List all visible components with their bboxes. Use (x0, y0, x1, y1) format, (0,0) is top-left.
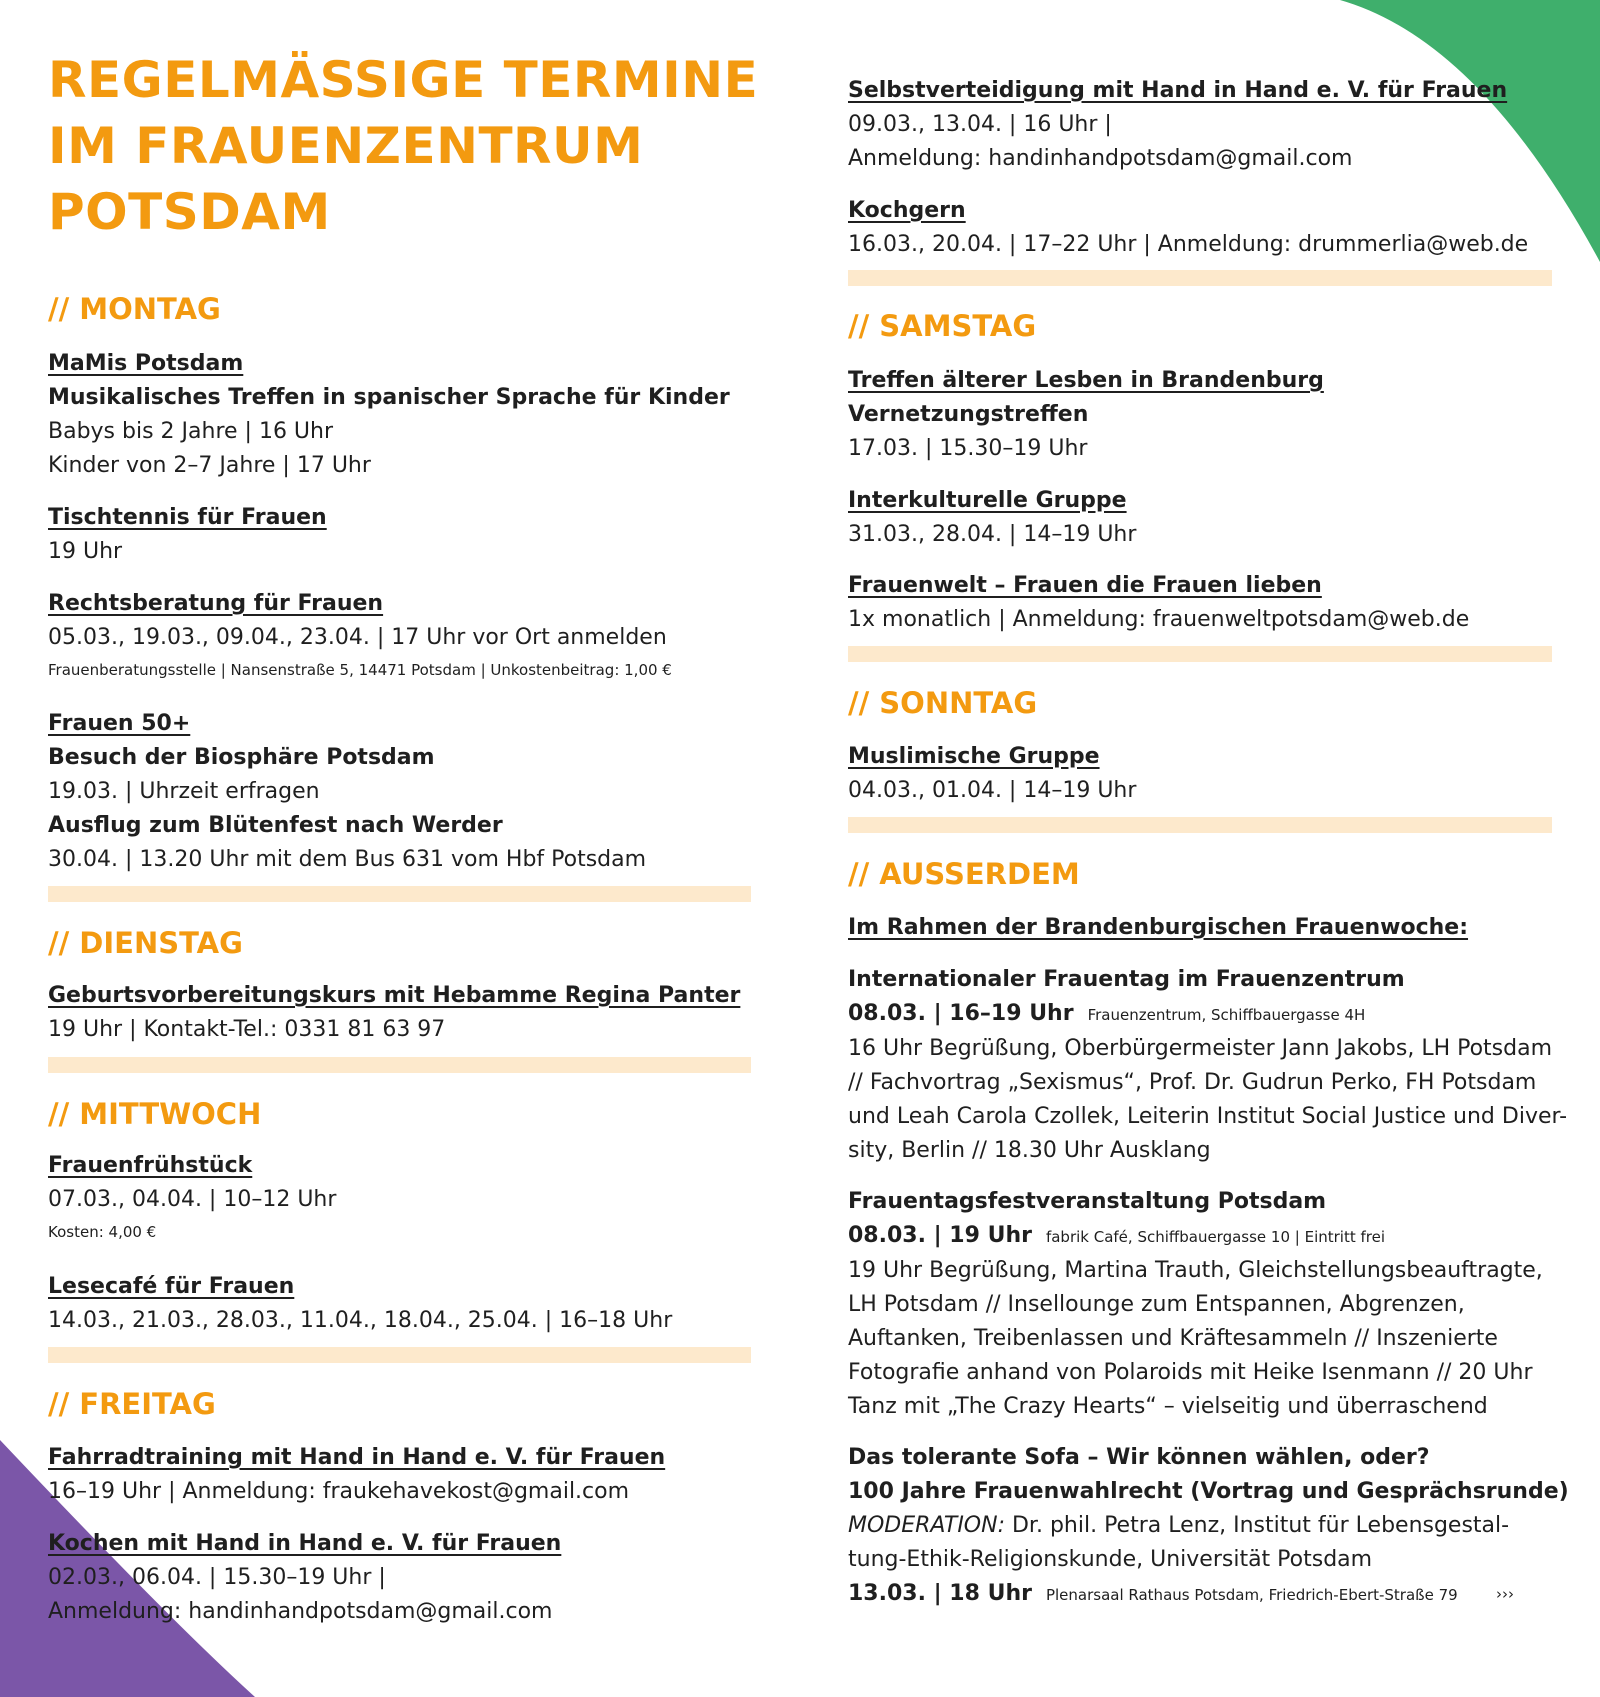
frauentag-text-3: und Leah Carola Czollek, Leiterin Institut Social Justice und Diver- (848, 1104, 1568, 1129)
kochgern-title: Kochgern (848, 198, 966, 223)
lesben-event (848, 364, 1552, 466)
rad-event (48, 1441, 751, 1509)
section-mittwoch (48, 1096, 751, 1132)
selbst-line-2: Anmeldung: handinhandpotsdam@gmail.com (848, 146, 1353, 171)
recht-event (48, 587, 751, 685)
dienstag-heading: // DIENSTAG (48, 926, 243, 960)
welt-line: 1x monatlich | Anmeldung: frauenweltpotsdam@web.de (848, 607, 1470, 632)
frauentag-title: Internationaler Frauentag im Frauenzentrum (848, 967, 1405, 992)
sofa-title-2: 100 Jahre Frauenwahlrecht (Vortrag und Gesprächsrunde) (848, 1479, 1569, 1504)
sofa-moderation-text: Dr. phil. Petra Lenz, Institut für Lebensgestal- (1005, 1513, 1510, 1538)
sofa-place: Plenarsaal Rathaus Potsdam, Friedrich-Ebert-Straße 79 (1045, 1586, 1458, 1604)
mittwoch-heading: // MITTWOCH (48, 1097, 262, 1131)
frauen50-event (48, 707, 751, 877)
sofa-date: 13.03. | 18 Uhr (848, 1581, 1032, 1606)
selbst-event (848, 74, 1552, 176)
mamis-title: MaMis Potsdam (48, 351, 244, 376)
fest-place: fabrik Café, Schiffbauergasse 10 | Eintritt frei (1045, 1228, 1386, 1246)
welt-title: Frauenwelt – Frauen die Frauen lieben (848, 573, 1322, 598)
frauentag-text-4: sity, Berlin // 18.30 Uhr Ausklang (848, 1138, 1211, 1163)
frauentag-place: Frauenzentrum, Schiffbauergasse 4H (1087, 1006, 1366, 1024)
rad-title: Fahrradtraining mit Hand in Hand e. V. für Frauen (48, 1445, 666, 1470)
welt-event (848, 569, 1552, 637)
sofa-moderation-label: MODERATION: (848, 1513, 1005, 1538)
inter-title: Interkulturelle Gruppe (848, 488, 1127, 513)
festveranstaltung-event (848, 1185, 1552, 1424)
montag-events (48, 347, 751, 483)
fest-date-row (848, 1219, 1552, 1254)
muslim-event (848, 740, 1552, 808)
geburt-title: Geburtsvorbereitungskurs mit Hebamme Regina Panter (48, 983, 741, 1008)
section-divider (848, 270, 1552, 286)
mamis-line-2: Kinder von 2–7 Jahre | 17 Uhr (48, 453, 371, 478)
kochen-line-1: 02.03., 06.04. | 15.30–19 Uhr | (48, 1565, 386, 1590)
title-line-2: IM FRAUENZENTRUM (48, 117, 644, 175)
samstag-heading: // SAMSTAG (848, 309, 1037, 343)
inter-event (848, 484, 1552, 552)
recht-line: 05.03., 19.03., 09.04., 23.04. | 17 Uhr vor Ort anmelden (48, 625, 667, 650)
frauentag-event (848, 963, 1568, 1168)
lesben-sub: Vernetzungstreffen (848, 402, 1089, 427)
section-divider (848, 817, 1552, 833)
kochen-event (48, 1527, 751, 1629)
sofa-event (848, 1441, 1569, 1612)
section-freitag (48, 1386, 751, 1422)
title-line-3: POTSDAM (48, 183, 331, 241)
freitag-heading: // FREITAG (48, 1387, 216, 1421)
geburt-line: 19 Uhr | Kontakt-Tel.: 0331 81 63 97 (48, 1017, 446, 1042)
fest-title: Frauentagsfestveranstaltung Potsdam (848, 1189, 1327, 1214)
lese-title: Lesecafé für Frauen (48, 1274, 295, 1299)
tischtennis-title: Tischtennis für Frauen (48, 505, 327, 530)
selbst-title: Selbstverteidigung mit Hand in Hand e. V. für Frauen (848, 78, 1508, 103)
section-montag (48, 291, 751, 327)
kochen-title: Kochen mit Hand in Hand e. V. für Frauen (48, 1531, 562, 1556)
sofa-date-row (848, 1577, 1552, 1612)
frauen50-sub-2: Ausflug zum Blütenfest nach Werder (48, 813, 503, 838)
selbst-line-1: 09.03., 13.04. | 16 Uhr | (848, 112, 1112, 137)
frauen50-title: Frauen 50+ (48, 711, 191, 736)
fest-text-3: Auftanken, Treibenlassen und Kräftesammeln // Inszenierte (848, 1326, 1498, 1351)
frauentag-text-2: // Fachvortrag „Sexismus“, Prof. Dr. Gudrun Perko, FH Potsdam (848, 1070, 1537, 1095)
frauentag-date: 08.03. | 16–19 Uhr (848, 1001, 1074, 1026)
lese-event (48, 1270, 751, 1338)
fest-text-4: Fotografie anhand von Polaroids mit Heike Isenmann // 20 Uhr (848, 1360, 1533, 1385)
fruehstueck-small: Kosten: 4,00 € (48, 1223, 157, 1241)
mamis-subtitle: Musikalisches Treffen in spanischer Sprache für Kinder (48, 385, 730, 410)
sofa-moderation-row (848, 1509, 1552, 1543)
kochgern-line: 16.03., 20.04. | 17–22 Uhr | Anmeldung: drummerlia@web.de (848, 232, 1529, 257)
muslim-line: 04.03., 01.04. | 14–19 Uhr (848, 778, 1137, 803)
frauen50-line-1: 19.03. | Uhrzeit erfragen (48, 779, 320, 804)
recht-small: Frauenberatungsstelle | Nansenstraße 5, 14471 Potsdam | Unkostenbeitrag: 1,00 € (48, 661, 672, 679)
fest-text-2: LH Potsdam // Insellounge zum Entspannen, Abgrenzen, (848, 1292, 1465, 1317)
tischtennis-line: 19 Uhr (48, 539, 123, 564)
frauen50-line-2: 30.04. | 13.20 Uhr mit dem Bus 631 vom Hbf Potsdam (48, 847, 647, 872)
frauen50-sub-1: Besuch der Biosphäre Potsdam (48, 745, 435, 770)
page-title (48, 47, 758, 245)
fruehstueck-event (48, 1149, 751, 1247)
lese-line: 14.03., 21.03., 28.03., 11.04., 18.04., 25.04. | 16–18 Uhr (48, 1308, 673, 1333)
section-sonntag (848, 685, 1552, 721)
sonntag-heading: // SONNTAG (848, 686, 1038, 720)
lesben-line: 17.03. | 15.30–19 Uhr (848, 436, 1088, 461)
mamis-line-1: Babys bis 2 Jahre | 16 Uhr (48, 419, 334, 444)
section-dienstag (48, 925, 751, 961)
ausserdem-heading: // AUSSERDEM (848, 857, 1080, 891)
muslim-title: Muslimische Gruppe (848, 744, 1100, 769)
ausserdem-intro-text: Im Rahmen der Brandenburgischen Frauenwoche: (848, 915, 1469, 940)
ausserdem-intro (848, 911, 1552, 945)
fruehstueck-line: 07.03., 04.04. | 10–12 Uhr (48, 1187, 337, 1212)
dienstag-event (48, 979, 751, 1047)
section-ausserdem (848, 856, 1552, 892)
sofa-text-2: tung-Ethik-Religionskunde, Universität Potsdam (848, 1547, 1373, 1572)
sofa-title-1: Das tolerante Sofa – Wir können wählen, oder? (848, 1445, 1430, 1470)
tischtennis-event (48, 501, 751, 569)
lesben-title: Treffen älterer Lesben in Brandenburg (848, 368, 1324, 393)
section-samstag (848, 308, 1552, 344)
frauentag-date-row (848, 997, 1552, 1032)
section-divider (48, 886, 751, 902)
kochgern-event (848, 194, 1552, 262)
fest-date: 08.03. | 19 Uhr (848, 1223, 1032, 1248)
fest-text-5: Tanz mit „The Crazy Hearts“ – vielseitig und überraschend (848, 1394, 1488, 1419)
section-divider (48, 1347, 751, 1363)
section-divider (48, 1057, 751, 1073)
rad-line: 16–19 Uhr | Anmeldung: fraukehavekost@gmail.com (48, 1479, 630, 1504)
title-line-1: REGELMÄSSIGE TERMINE (48, 51, 759, 109)
fruehstueck-title: Frauenfrühstück (48, 1153, 253, 1178)
recht-title: Rechtsberatung für Frauen (48, 591, 384, 616)
montag-heading: // MONTAG (48, 292, 221, 326)
section-divider (848, 646, 1552, 662)
fest-text-1: 19 Uhr Begrüßung, Martina Trauth, Gleichstellungsbeauftragte, (848, 1258, 1543, 1283)
inter-line: 31.03., 28.04. | 14–19 Uhr (848, 522, 1137, 547)
frauentag-text-1: 16 Uhr Begrüßung, Oberbürgermeister Jann Jakobs, LH Potsdam (848, 1036, 1553, 1061)
kochen-line-2: Anmeldung: handinhandpotsdam@gmail.com (48, 1599, 553, 1624)
continue-arrow-icon: ››› (1496, 1585, 1514, 1603)
